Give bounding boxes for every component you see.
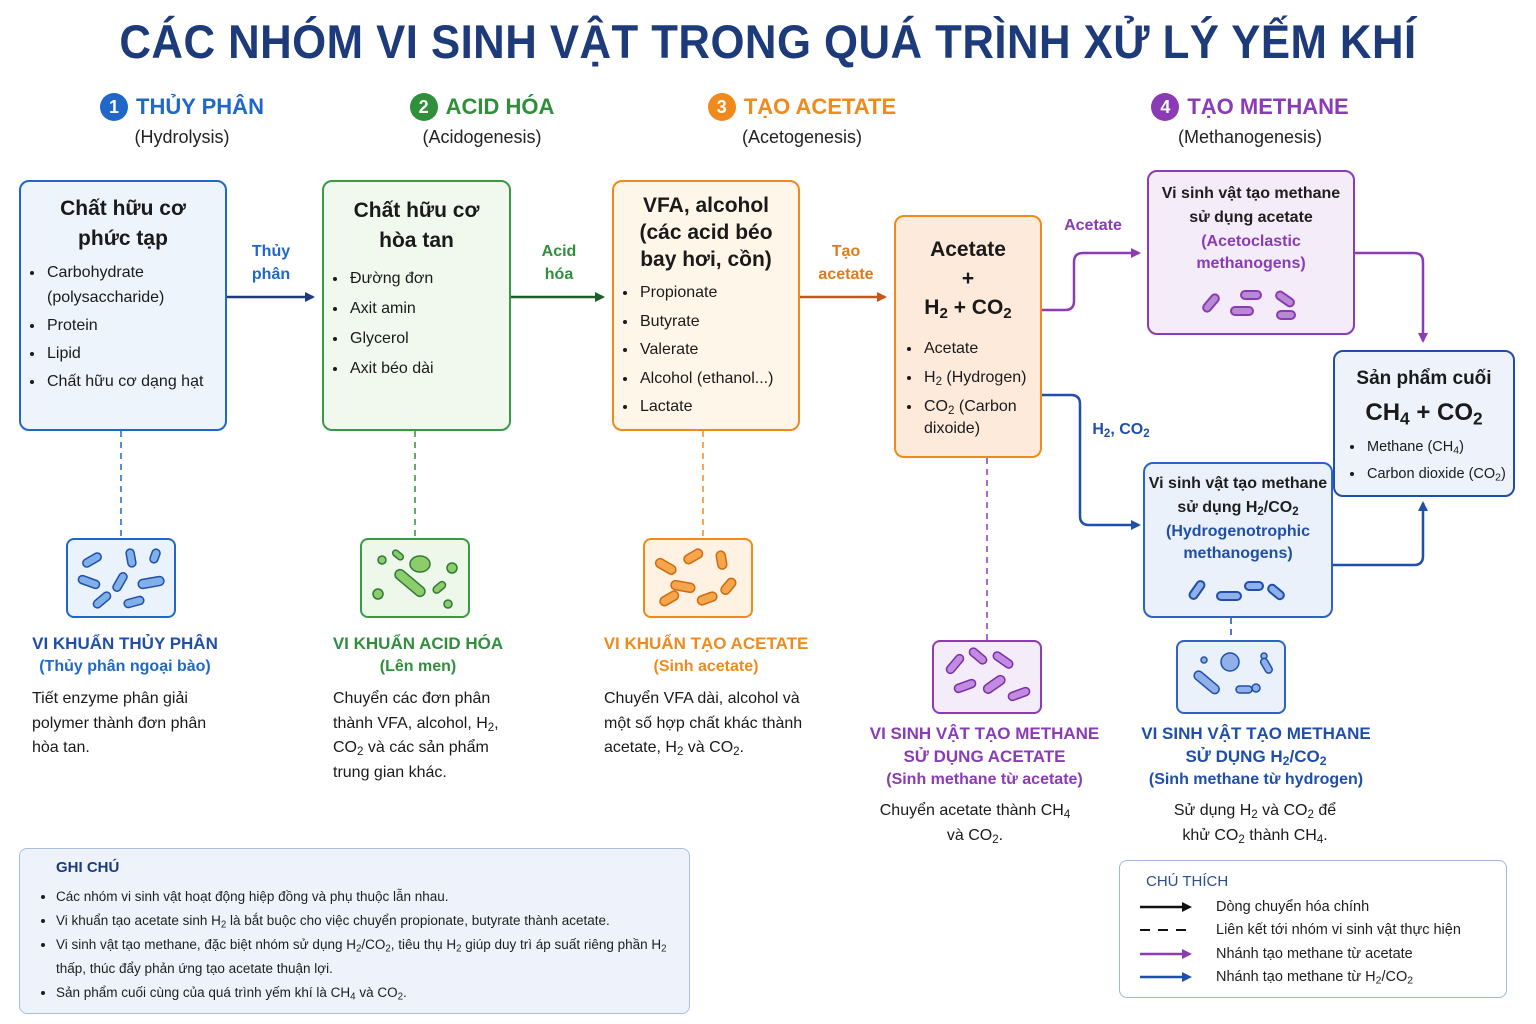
blue-arrow-icon: [1140, 971, 1192, 983]
list-item: • Methane $(CH_4)$: [1365, 434, 1513, 461]
legend-panel: [1119, 860, 1507, 998]
list-item: • Axit béo dài: [348, 354, 509, 384]
purple-arrow-icon: [1140, 948, 1192, 960]
box-title-line: VFA, alcohol: [642, 194, 770, 217]
stage-name: TẠO ACETATE: [743, 94, 897, 119]
stage-number-badge: 1: [100, 93, 128, 121]
group-title: VI KHUẨN TẠO ACETATE: [603, 634, 809, 653]
list-item: • Propionate: [638, 279, 798, 308]
vfa-alcohol-box: [612, 180, 800, 431]
acetoclastic-methanogens-box: [1147, 170, 1355, 335]
note-item: • Sản phẩm cuối cùng của quá trình yếm khí là $CH_4$ và $CO_2$.: [56, 981, 696, 1005]
group-subtitle: (Lên men): [379, 658, 457, 675]
group-title: VI SINH VẬT TẠO METHANE: [1141, 724, 1371, 743]
flow-label-acid: [528, 240, 590, 286]
acidogenic-bacteria-icon: [360, 538, 470, 618]
list-item: • Đường đơn: [348, 264, 509, 294]
hydrolytic-bacteria-icon: [66, 538, 176, 618]
box-title-line: phức tạp: [78, 227, 168, 250]
box-title-line: sử dụng $H_2/CO_2$: [1177, 499, 1299, 518]
group-title-text: SỬ DỤNG: [1185, 747, 1266, 766]
list-item: • Chất hữu cơ dạng hạt: [45, 369, 225, 394]
note-text: Sản phẩm cuối cùng của quá trình yếm khí là: [56, 985, 327, 1000]
list-item: • Carbon dioxide $(CO_2)$: [1365, 461, 1513, 488]
flow-label-line: Tạo: [831, 243, 861, 260]
box-title-line: Acetate: [930, 238, 1006, 261]
list-item: • Butyrate: [638, 308, 798, 337]
legend-item-h2-branch: [1140, 969, 1413, 985]
list-item: • Lipid: [45, 341, 225, 366]
legend-label: Liên kết tới nhóm vi sinh vật thực hiện: [1216, 922, 1461, 938]
flow-label-line: acetate: [818, 266, 874, 283]
hydrogenotrophic-group-title: [1134, 722, 1378, 791]
complex-organics-box: [19, 180, 227, 431]
flow-label-line: phân: [251, 266, 291, 283]
legend-label: Nhánh tạo methane từ acetate: [1216, 946, 1413, 962]
list-item: • Protein: [45, 313, 225, 338]
box-title-line: Vi sinh vật tạo methane: [1161, 185, 1341, 202]
group-title: VI KHUẨN THỦY PHÂN: [32, 634, 218, 653]
legend-label: Nhánh tạo methane từ $H_2/CO_2$: [1216, 969, 1414, 987]
note-item: • Các nhóm vi sinh vật hoạt động hiệp đồng và phụ thuộc lẫn nhau.: [56, 885, 696, 909]
list-item: • Acetate: [922, 334, 1040, 363]
legend-label-text: Nhánh tạo methane từ: [1216, 969, 1362, 985]
flow-label-acetate: [806, 240, 886, 286]
box-title-line: hòa tan: [379, 229, 454, 252]
list-item-text: Methane: [1367, 439, 1424, 455]
box-title-line: $H_2 + CO_2$: [924, 296, 1012, 322]
flow-label-h2-co2: $H_2$, $CO_2$: [1092, 421, 1150, 440]
stage-english-name: (Acidogenesis): [422, 127, 542, 147]
box-subtitle-line: (Acetoclastic: [1201, 233, 1301, 250]
stage-english-name: (Hydrolysis): [134, 127, 230, 147]
box-title-line: sử dụng acetate: [1189, 209, 1313, 226]
stage-number-badge: 4: [1151, 93, 1179, 121]
group-subtitle: (Thủy phân ngoại bào): [39, 658, 211, 675]
bacteria-cluster-icon: [934, 642, 1040, 712]
bacteria-cluster-icon: [1178, 642, 1284, 712]
acetogenic-group-description: Chuyển VFA dài, alcohol và một số hợp chất khác thành acetate, $H_2$ và $CO_2$.: [604, 690, 803, 758]
hydrogenotrophic-methanogens-icon: [1176, 640, 1286, 714]
box-title-line: Chất hữu cơ: [353, 199, 480, 222]
description-text: Chuyển các đơn phân thành VFA, alcohol,: [333, 690, 491, 732]
description-text: Sử dụng: [1173, 802, 1236, 819]
box-subtitle-line: methanogens): [1183, 545, 1293, 562]
acidogenic-group-title: [318, 632, 518, 678]
group-title: VI SINH VẬT TẠO METHANE: [869, 724, 1100, 743]
bacteria-cluster-icon: [645, 540, 751, 616]
acetoclastic-methanogens-icon: [932, 640, 1042, 714]
stage-english-name: (Methanogenesis): [1177, 127, 1323, 147]
arrow-acetate-branch: [1042, 253, 1139, 310]
group-subtitle: (Sinh methane từ acetate): [886, 771, 1083, 788]
legend-item-microbe-link: [1140, 922, 1461, 938]
list-item: • $CO_2$ (Carbon dixoide): [922, 392, 1040, 440]
arrow-aceto-to-final: [1355, 253, 1423, 341]
list-item: • Carbohydrate (polysaccharide): [45, 260, 225, 310]
legend-item-acetate-branch: [1140, 946, 1413, 962]
group-title: VI KHUẨN ACID HÓA: [332, 634, 504, 653]
acidogenic-group-description: Chuyển các đơn phân thành VFA, alcohol, $H_2$, $CO_2$ và các sản phẩm trung gian khác.: [333, 690, 499, 781]
final-formula: $CH_4 + CO_2$: [1365, 399, 1483, 429]
notes-panel: [19, 848, 690, 1014]
flow-label-line: hóa: [544, 266, 574, 283]
dashed-line-icon: [1140, 924, 1192, 936]
stage-name: TẠO METHANE: [1187, 94, 1349, 119]
hydrolytic-group-description: Tiết enzyme phân giải polymer thành đơn phân hòa tan.: [32, 690, 207, 756]
group-subtitle: (Sinh acetate): [653, 658, 759, 675]
list-item: • Axit amin: [348, 294, 509, 324]
list-item: • Valerate: [638, 336, 798, 365]
flow-label-hydrolysis: [240, 240, 302, 286]
list-item-text: (Hydrogen): [946, 369, 1027, 386]
stage-number-badge: 2: [410, 93, 438, 121]
bacteria-cluster-icon: [68, 540, 174, 616]
acetate-h2-co2-box: [894, 215, 1042, 458]
hydrolytic-group-title: [20, 632, 230, 678]
solid-arrow-icon: [1140, 901, 1192, 913]
list-item-text: (Carbon dixoide): [924, 398, 1017, 437]
box-title: Sản phẩm cuối: [1356, 368, 1492, 389]
flow-label-line: Acid: [541, 243, 577, 260]
box-title-line: +: [961, 267, 975, 290]
box-title-line: Vi sinh vật tạo methane: [1148, 475, 1328, 492]
stage-name: THỦY PHÂN: [136, 94, 264, 119]
arrow-h2-branch: [1042, 395, 1139, 525]
group-title: SỬ DỤNG $H_2/CO_2$: [1185, 747, 1327, 769]
stage-english-name: (Acetogenesis): [741, 127, 863, 147]
notes-title: GHI CHÚ: [56, 859, 120, 876]
description-text: Chuyển VFA dài, alcohol và một số hợp chất khác thành acetate,: [604, 690, 803, 756]
list-item-text: Carbon dioxide: [1367, 466, 1465, 482]
acetoclastic-group-title: [862, 722, 1107, 791]
soluble-organics-box: [322, 180, 511, 431]
list-item: • $H_2$ (Hydrogen): [922, 363, 1040, 392]
list-item: • Lactate: [638, 393, 798, 422]
methanogen-microbe-icon: [1197, 287, 1307, 327]
legend-label: Dòng chuyển hóa chính: [1216, 899, 1370, 915]
box-title-line: Chất hữu cơ: [60, 197, 186, 220]
list-item: • Alcohol (ethanol...): [638, 365, 798, 394]
description-text: Chuyển acetate thành: [879, 802, 1037, 819]
note-text: Vi khuẩn tạo acetate sinh: [56, 913, 208, 928]
acetogenic-group-title: [596, 632, 816, 678]
list-item: • Glycerol: [348, 324, 509, 354]
stage-name: ACID HÓA: [445, 94, 555, 119]
bacteria-cluster-icon: [362, 540, 468, 616]
hydrogenotrophic-methanogens-box: [1143, 462, 1333, 618]
flow-label-line: Thủy: [251, 243, 291, 260]
methanogen-microbe-icon: [1183, 574, 1293, 614]
box-title-line: bay hơi, cồn): [640, 248, 772, 271]
legend-item-main-flow: [1140, 899, 1369, 915]
final-products-box: [1333, 350, 1515, 497]
page-title: CÁC NHÓM VI SINH VẬT TRONG QUÁ TRÌNH XỬ LÝ YẾM KHÍ: [119, 15, 1417, 68]
acetoclastic-group-description: Chuyển acetate thành $CH_4$ và $CO_2$.: [879, 802, 1071, 846]
group-title: SỬ DỤNG ACETATE: [903, 747, 1066, 766]
box-subtitle-line: (Hydrogenotrophic: [1166, 523, 1310, 540]
stage-number-badge: 3: [708, 93, 736, 121]
flow-label-acetate-branch: Acetate: [1064, 217, 1122, 234]
arrow-hydro-to-final: [1333, 503, 1423, 565]
box-title-text: sử dụng: [1177, 499, 1242, 516]
acetogenic-bacteria-icon: [643, 538, 753, 618]
legend-title: CHÚ THÍCH: [1146, 873, 1229, 890]
hydrogenotrophic-group-description: Sử dụng $H_2$ và $CO_2$ để khử $CO_2$ thành $CH_4$.: [1173, 802, 1337, 846]
note-item: • Vi sinh vật tạo methane, đặc biệt nhóm sử dụng $H_2/CO_2$, tiêu thụ $H_2$ giúp duy trì áp suất riêng phần $H_2$ thấp, thúc đẩy phản ứng tạo acetate thuận lợi.: [56, 933, 696, 981]
group-subtitle: (Sinh methane từ hydrogen): [1148, 771, 1364, 788]
note-text: Vi sinh vật tạo methane, đặc biệt nhóm sử dụng: [56, 937, 343, 952]
box-subtitle-line: methanogens): [1196, 255, 1306, 272]
note-item: • Vi khuẩn tạo acetate $\sinh H_2$ là bắt buộc cho việc chuyển propionate, butyrate thành acetate.: [56, 909, 696, 933]
box-title-line: (các acid béo: [639, 221, 773, 244]
